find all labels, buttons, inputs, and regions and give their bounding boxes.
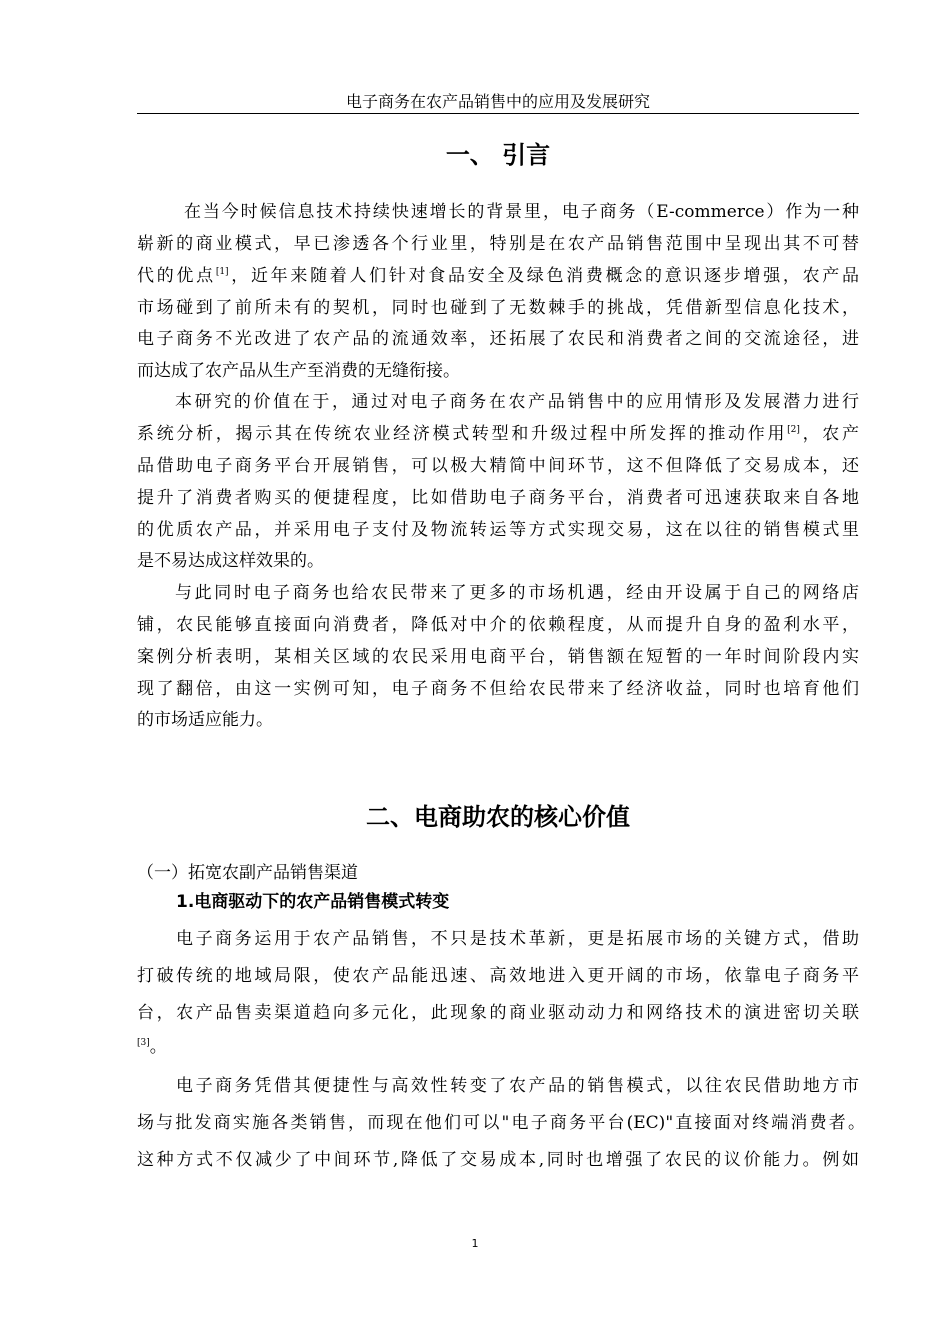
s1-p1-line-3 [137, 264, 859, 288]
s1-p1-line-4: 市场碰到了前所未有的契机，同时也碰到了无数棘手的挑战，凭借新型信息化技术， [137, 298, 859, 318]
s1-p2-line-4: 提升了消费者购买的便捷程度，比如借助电子商务平台，消费者可迅速获取来自各地 [137, 488, 859, 508]
s2-p2-line-2: 场与批发商实施各类销售，而现在他们可以"电子商务平台(EC)"直接面对终端消费者。 [137, 1113, 865, 1133]
s1-p2-line-2-a: 系统分析，揭示其在传统农业经济模式转型和升级过程中所发挥的推动作用 [137, 424, 788, 444]
s2-p1-line-1: 电子商务运用于农产品销售，不只是技术革新，更是拓展市场的关键方式，借助 [176, 929, 859, 949]
s2-p1-line-3: 台，农产品售卖渠道趋向多元化，此现象的商业驱动动力和网络技术的演进密切关联 [137, 1003, 859, 1023]
subsection-heading: （一）拓宽农副产品销售渠道 [137, 863, 358, 883]
s1-p2-line-3: 品借助电子商务平台开展销售，可以极大精简中间环节，这不但降低了交易成本，还 [137, 456, 859, 476]
s1-p2-line-6: 是不易达成这样效果的。 [137, 551, 324, 571]
section1-title: 一、 引言 [445, 141, 551, 169]
s1-p1-line-3-a: 代的优点 [137, 266, 216, 286]
s1-p3-line-1: 与此同时电子商务也给农民带来了更多的市场机遇，经由开设属于自己的网络店 [175, 583, 859, 603]
section2-title: 二、电商助农的核心价值 [366, 803, 630, 831]
s2-p1-line-4-b: 。 [149, 1037, 167, 1057]
s1-p3-line-5: 的市场适应能力。 [137, 710, 273, 730]
s2-p1-line-4 [137, 1035, 167, 1059]
s1-p2-line-5: 的优质农产品，并采用电子支付及物流转运等方式实现交易，这在以往的销售模式里 [137, 520, 859, 540]
running-header: 电子商务在农产品销售中的应用及发展研究 [137, 92, 859, 114]
sub-subsection-heading: 1.电商驱动下的农产品销售模式转变 [176, 892, 450, 912]
citation-1: [1] [215, 267, 229, 277]
s1-p1-line-2: 崭新的商业模式，早已渗透各个行业里，特别是在农产品销售范围中呈现出其不可替 [137, 234, 859, 254]
s2-p1-line-2: 打破传统的地域局限，使农产品能迅速、高效地进入更开阔的市场，依靠电子商务平 [137, 966, 859, 986]
s1-p1-line-3-b: ，近年来随着人们针对食品安全及绿色消费概念的意识逐步增强，农产品 [228, 266, 860, 286]
s2-p2-line-3: 这种方式不仅减少了中间环节,降低了交易成本,同时也增强了农民的议价能力。例如 [137, 1150, 859, 1170]
s1-p3-line-4: 现了翻倍，由这一实例可知，电子商务不但给农民带来了经济收益，同时也培育他们 [137, 679, 859, 699]
page-number: 1 [471, 1237, 479, 1250]
s2-p2-line-1: 电子商务凭借其便捷性与高效性转变了农产品的销售模式，以往农民借助地方市 [176, 1076, 859, 1096]
s1-p1-line-6: 而达成了农产品从生产至消费的无缝衔接。 [137, 361, 460, 381]
s1-p2-line-2 [137, 422, 859, 446]
citation-2: [2] [787, 425, 800, 435]
s1-p3-line-2: 铺，农民能够直接面向消费者，降低对中介的依赖程度，从而提升自身的盈利水平， [137, 615, 859, 635]
s1-p2-line-2-b: ，农产 [799, 424, 860, 444]
s1-p1-line-5: 电子商务不光改进了农产品的流通效率，还拓展了农民和消费者之间的交流途径，进 [137, 329, 859, 349]
s1-p1-line-1: 在当今时候信息技术持续快速增长的背景里，电子商务（E-commerce）作为一种 [184, 202, 859, 222]
citation-3: [3] [137, 1038, 150, 1048]
s1-p3-line-3: 案例分析表明，某相关区域的农民采用电商平台，销售额在短暂的一年时间阶段内实 [137, 647, 859, 667]
s1-p2-line-1: 本研究的价值在于，通过对电子商务在农产品销售中的应用情形及发展潜力进行 [175, 392, 859, 412]
